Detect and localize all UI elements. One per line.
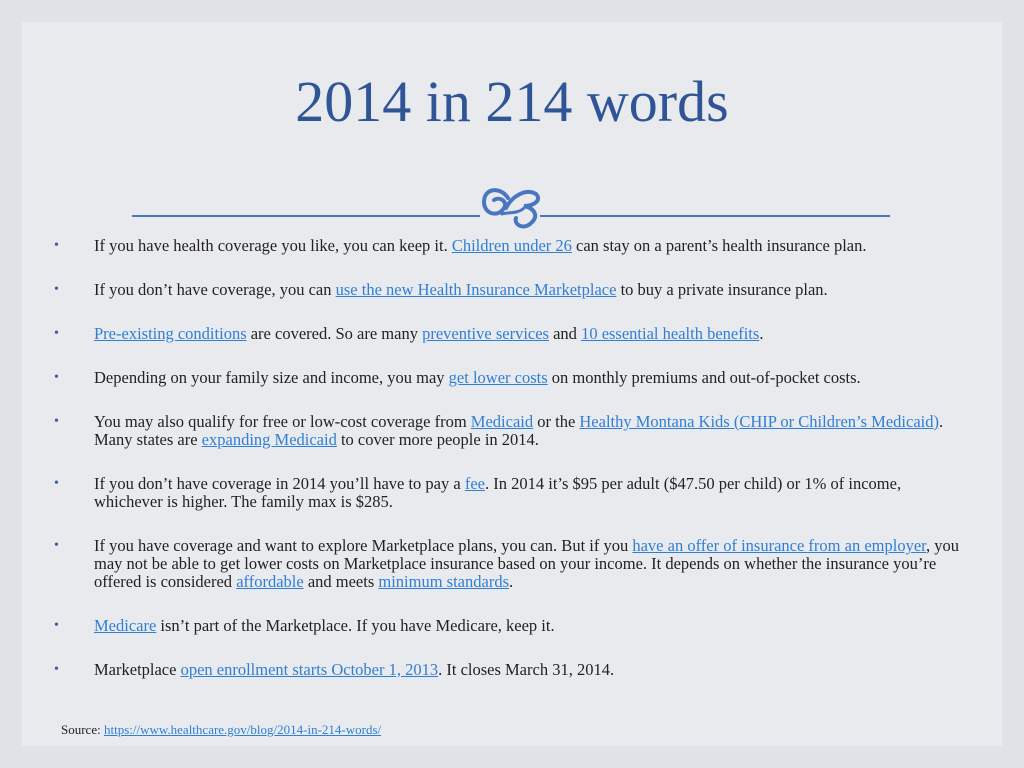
bullet-link[interactable]: 10 essential health benefits [581,324,760,343]
bullet-list [50,237,970,705]
bullet-marker: • [54,370,59,385]
bullet-text: on monthly premiums and out-of-pocket costs. [547,368,861,387]
source-label: Source: [61,722,104,737]
bullet-marker: • [54,538,59,553]
bullet-link[interactable]: Healthy Montana Kids (CHIP or Children’s Medicaid) [579,412,939,431]
bullet-link[interactable]: get lower costs [448,368,548,387]
bullet-item [50,537,970,591]
bullet-item [50,661,970,679]
bullet-link[interactable]: Pre-existing conditions [94,324,247,343]
bullet-text: , you may not be able to get lower costs on Marketplace insurance based on your income. It depends on whether the insurance you’re offered is considered [94,536,959,591]
bullet-marker: • [54,238,59,253]
title-divider-right [540,215,890,217]
bullet-text: to buy a private insurance plan. [616,280,828,299]
bullet-item [50,325,970,343]
bullet-text: If you have coverage and want to explore Marketplace plans, you can. But if you [94,536,633,555]
bullet-link[interactable]: fee [464,474,485,493]
bullet-item [50,237,970,255]
bullet-link[interactable]: have an offer of insurance from an employer [632,536,926,555]
bullet-item [50,281,970,299]
bullet-item [50,413,970,449]
title-divider-left [132,215,480,217]
source-link[interactable]: https://www.healthcare.gov/blog/2014-in-214-words/ [103,722,382,737]
bullet-link[interactable]: Medicare [94,616,157,635]
bullet-text: If you don’t have coverage in 2014 you’ll have to pay a [94,474,465,493]
bullet-link[interactable]: Medicaid [470,412,534,431]
bullet-text: Marketplace [94,660,181,679]
bullet-marker: • [54,662,59,677]
bullet-text: and [548,324,582,343]
bullet-link[interactable]: affordable [236,572,304,591]
bullet-text: and meets [303,572,379,591]
bullet-link[interactable]: minimum standards [378,572,509,591]
bullet-link[interactable]: use the new Health Insurance Marketplace [335,280,617,299]
floral-swash-icon [478,178,544,234]
slide-title: 2014 in 214 words [295,69,729,134]
bullet-text: . In 2014 it’s $95 per adult ($47.50 per child) or 1% of income, whichever is higher. The family max is $285. [94,474,902,511]
bullet-marker: • [54,414,59,429]
bullet-text: are covered. So are many [246,324,423,343]
bullet-text: . [509,572,514,591]
source-line [61,722,381,738]
bullet-item [50,475,970,511]
bullet-marker: • [54,476,59,491]
bullet-marker: • [54,326,59,341]
bullet-text: or the [533,412,580,431]
bullet-text: If you have health coverage you like, you can keep it. [94,236,452,255]
bullet-item [50,369,970,387]
bullet-text: can stay on a parent’s health insurance plan. [571,236,867,255]
bullet-text: . It closes March 31, 2014. [438,660,615,679]
bullet-text: isn’t part of the Marketplace. If you have Medicare, keep it. [156,616,555,635]
bullet-text: Depending on your family size and income, you may [94,368,449,387]
bullet-link[interactable]: Children under 26 [451,236,572,255]
bullet-marker: • [54,618,59,633]
bullet-text: You may also qualify for free or low-cost coverage from [94,412,471,431]
bullet-text: . [759,324,764,343]
bullet-text: . Many states are [94,412,944,449]
bullet-item [50,617,970,635]
bullet-link[interactable]: expanding Medicaid [201,430,337,449]
bullet-text: If you don’t have coverage, you can [94,280,336,299]
bullet-link[interactable]: open enrollment starts October 1, 2013 [180,660,439,679]
bullet-link[interactable]: preventive services [422,324,549,343]
bullet-marker: • [54,282,59,297]
bullet-text: to cover more people in 2014. [336,430,539,449]
